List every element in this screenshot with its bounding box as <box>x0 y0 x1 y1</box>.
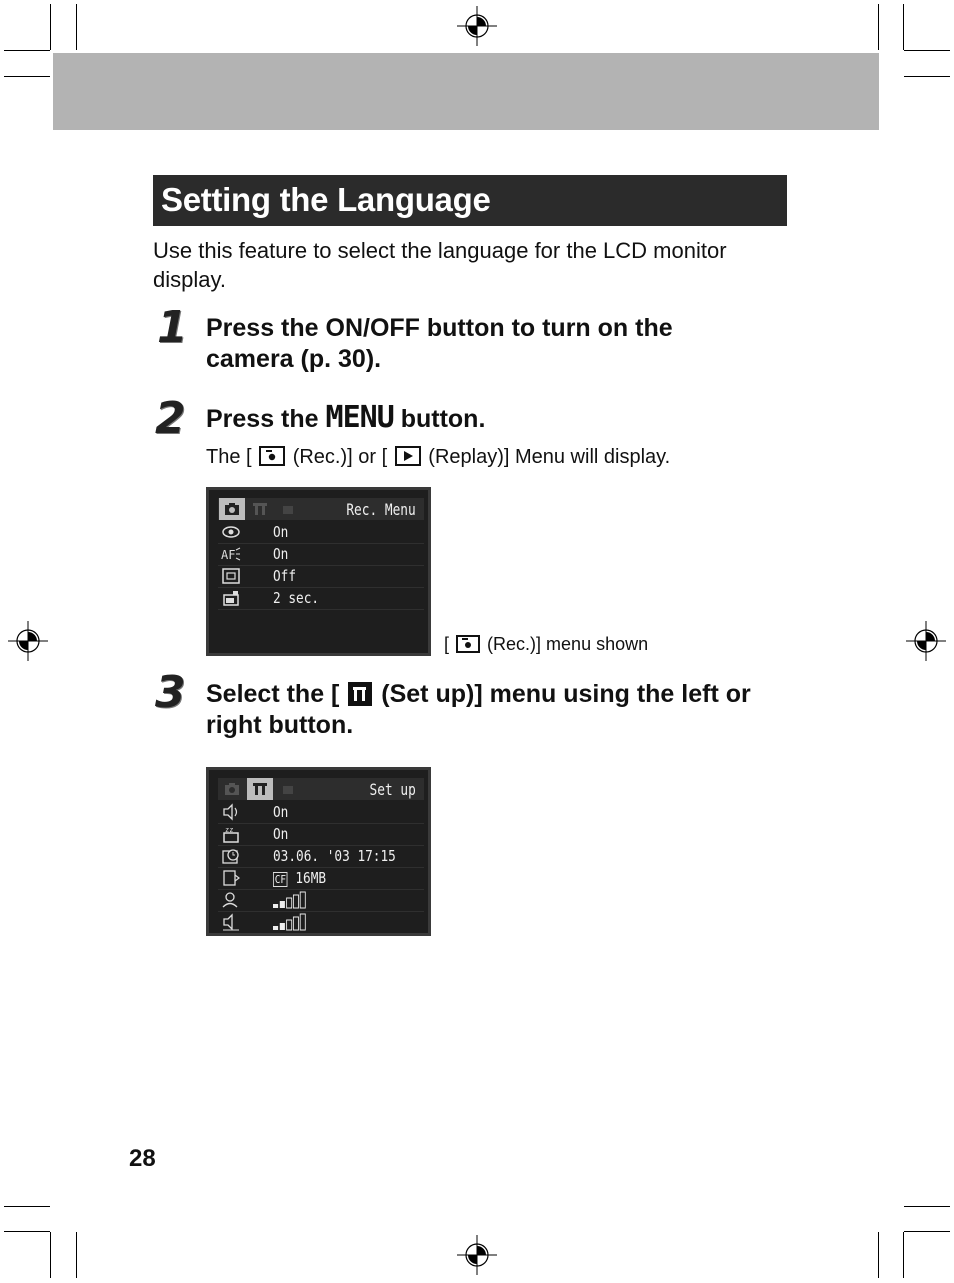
step-2-detail-replay: (Replay)] Menu will display. <box>428 446 671 468</box>
menu-tabs <box>218 778 424 800</box>
list-item <box>218 802 424 824</box>
step-number: 1 <box>157 302 188 353</box>
step-3-heading-post: (Set up)] menu using the left or right button. <box>206 680 751 739</box>
menu-value: 2 sec. <box>273 589 320 607</box>
menu-tabs <box>218 498 424 520</box>
menu-value: On <box>273 523 289 541</box>
page-number: 28 <box>129 1145 156 1172</box>
crop-mark <box>4 50 50 51</box>
list-item <box>218 868 424 890</box>
volume-level-bars <box>273 913 324 935</box>
menu-tab-label: Set up <box>369 780 416 799</box>
registration-mark-icon <box>457 6 497 46</box>
menu-tab-label: Rec. Menu <box>346 500 416 519</box>
page-title: Setting the Language <box>161 181 491 218</box>
svg-text:zz: zz <box>225 826 234 834</box>
crop-mark <box>903 4 904 50</box>
menu-value: On <box>273 825 289 843</box>
svg-text:AF: AF <box>221 548 236 562</box>
crop-mark <box>878 4 879 50</box>
step-2-detail <box>206 446 766 469</box>
setup-tab-wrench-icon <box>247 778 273 800</box>
crop-mark <box>76 4 77 50</box>
caption-pre: [ <box>444 634 450 654</box>
list-item <box>218 588 424 610</box>
crop-mark <box>50 1232 51 1278</box>
setup-menu-screen <box>206 767 431 936</box>
format-icon <box>221 869 241 887</box>
camera-icon <box>456 635 480 653</box>
rec-tab-camera-icon <box>219 778 245 800</box>
step-2-heading <box>206 402 766 435</box>
registration-mark-icon <box>8 621 48 661</box>
review-icon <box>221 589 241 607</box>
wrench-hammer-icon <box>348 682 372 706</box>
menu-value: On <box>273 803 289 821</box>
camera-icon <box>259 446 285 466</box>
header-band <box>53 53 879 130</box>
mycamera-tab-icon <box>275 498 301 520</box>
step-3-heading-pre: Select the [ <box>206 680 340 708</box>
list-item <box>218 912 424 933</box>
step-2-heading-post: button. <box>400 405 486 433</box>
list-item <box>218 566 424 588</box>
intro-text: Use this feature to select the language for the LCD monitor display. <box>153 238 727 292</box>
list-item <box>218 890 424 912</box>
list-item <box>218 522 424 544</box>
menu-button-label: MENU <box>325 400 394 435</box>
menu-value: Off <box>273 567 297 585</box>
step-1-heading: Press the ON/OFF button to turn on the camera (p. 30). <box>206 314 673 373</box>
cf-card-badge: CF <box>274 873 286 886</box>
volume-level-bars <box>273 891 324 913</box>
crop-mark <box>76 1232 77 1278</box>
section-title-bar <box>153 175 787 226</box>
caption-post: (Rec.)] menu shown <box>487 634 649 654</box>
step-2-detail-rec: (Rec.)] or [ <box>292 446 388 468</box>
crop-mark <box>4 1231 50 1232</box>
registration-mark-icon <box>906 621 946 661</box>
sleep-icon <box>221 825 241 843</box>
menu-value: On <box>273 545 289 563</box>
mycamera-tab-icon <box>275 778 301 800</box>
registration-mark-icon <box>457 1235 497 1275</box>
crop-mark <box>904 50 950 51</box>
sound-volume-icon <box>221 913 241 931</box>
menu-value: 03.06. '03 17:15 <box>273 847 396 865</box>
list-item <box>218 610 424 631</box>
step-number: 2 <box>155 393 186 444</box>
speaker-icon <box>221 803 241 821</box>
menu-value: 16MB <box>295 869 327 887</box>
menu-rows <box>218 522 424 631</box>
crop-mark <box>4 1206 50 1207</box>
step-2-heading-pre: Press the <box>206 405 319 433</box>
eye-icon <box>221 523 241 541</box>
list-item <box>218 824 424 846</box>
menu-rows <box>218 802 424 933</box>
crop-mark <box>903 1232 904 1278</box>
setup-tab-wrench-icon <box>247 498 273 520</box>
crop-mark <box>904 1206 950 1207</box>
list-item <box>218 846 424 868</box>
step-3-heading <box>206 679 806 741</box>
play-icon <box>395 446 421 466</box>
crop-mark <box>50 4 51 50</box>
crop-mark <box>904 76 950 77</box>
clock-icon <box>221 847 241 865</box>
crop-mark <box>904 1231 950 1232</box>
step-2-detail-pre: The [ <box>206 446 252 468</box>
list-item <box>218 544 424 566</box>
crop-mark <box>878 1232 879 1278</box>
step-number: 3 <box>155 667 186 718</box>
crop-mark <box>4 76 50 77</box>
rec-tab-camera-icon <box>219 498 245 520</box>
rec-menu-caption <box>444 634 648 655</box>
digital-zoom-icon <box>221 567 241 585</box>
rec-menu-screen <box>206 487 431 656</box>
af-assist-icon <box>221 545 241 563</box>
menu-value-with-badge <box>273 869 326 887</box>
volume-icon <box>221 891 241 909</box>
